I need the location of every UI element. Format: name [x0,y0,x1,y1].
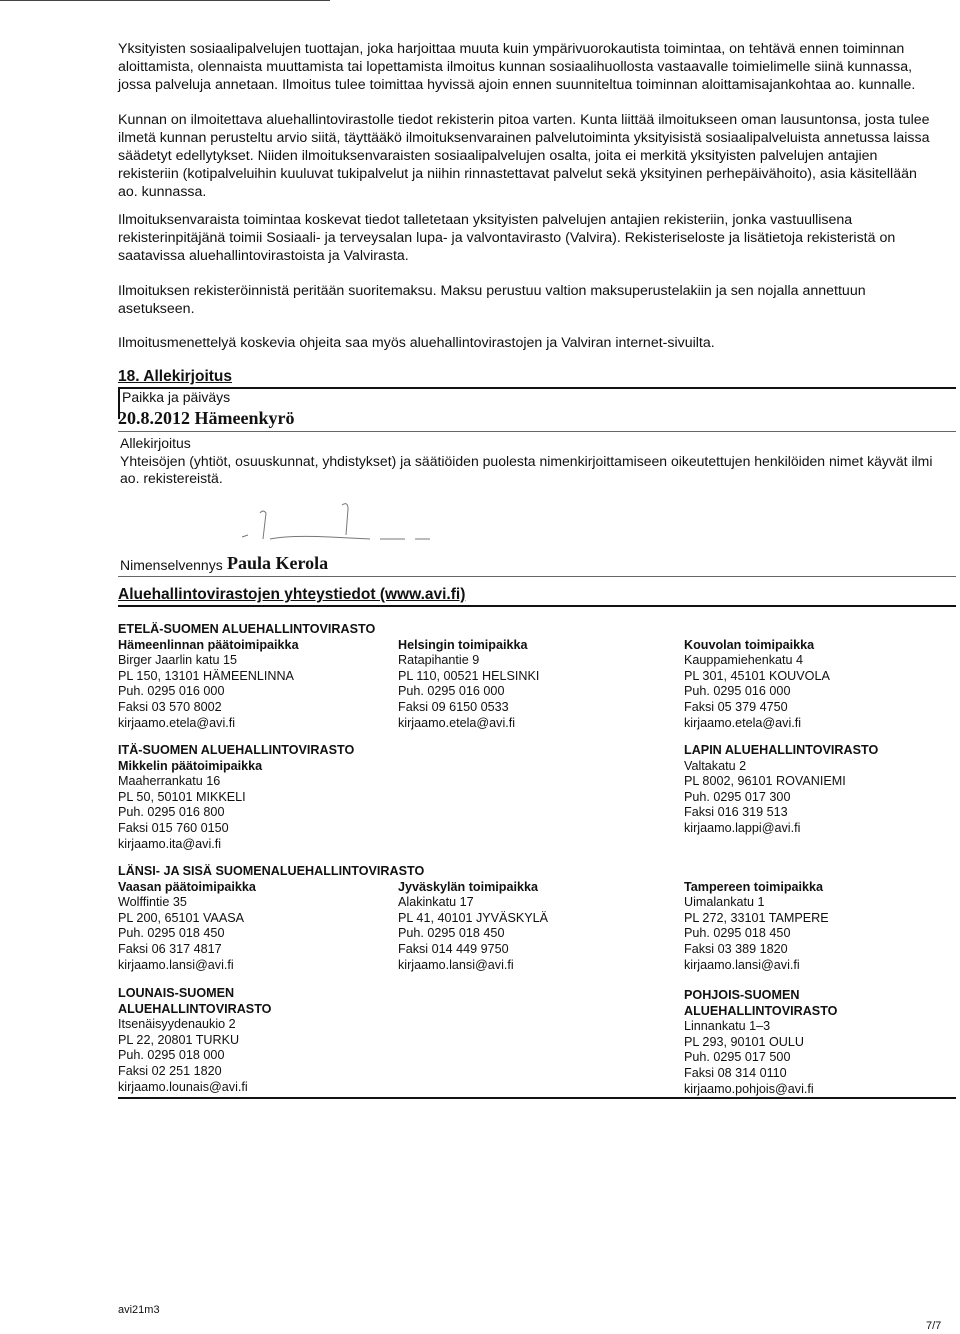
name-value: Paula Kerola [227,553,329,573]
section-rule [118,387,956,389]
address: Alakinkatu 17 [398,895,474,910]
fax: Faksi 09 6150 0533 [398,699,509,714]
lounais-heading: LOUNAIS-SUOMEN [118,986,235,1000]
address: Itsenäisyydenaukio 2 [118,1017,236,1032]
postal-address: PL 41, 40101 JYVÄSKYLÄ [398,910,549,925]
email: kirjaamo.ita@avi.fi [118,836,222,851]
ita-heading: ITÄ-SUOMEN ALUEHALLINTOVIRASTO [118,743,355,757]
email: kirjaamo.lansi@avi.fi [118,957,234,972]
helsinki-block [398,638,539,732]
form-code: avi21m3 [118,1304,160,1316]
fax: Faksi 015 760 0150 [118,820,229,835]
fax: Faksi 05 379 4750 [684,699,788,714]
postal-address: PL 110, 00521 HELSINKI [398,668,540,683]
lappi-heading: LAPIN ALUEHALLINTOVIRASTO [684,743,879,757]
office-name: Jyväskylän toimipaikka [398,879,539,894]
place-date-value: 20.8.2012 Hämeenkyrö [118,408,295,428]
phone: Puh. 0295 016 000 [118,684,225,699]
address: Kauppamiehenkatu 4 [684,653,804,668]
top-rule [0,0,330,1]
address: Maaherrankatu 16 [118,774,221,789]
phone: Puh. 0295 018 450 [684,926,791,941]
pohjois-heading: POHJOIS-SUOMEN [684,988,800,1002]
fax: Faksi 08 314 0110 [684,1065,787,1080]
email: kirjaamo.etela@avi.fi [684,715,802,730]
paragraph-instructions: Ilmoitusmenettelyä koskevia ohjeita saa myös aluehallintovirastojen ja Valviran internet-sivuilta. [118,335,715,351]
postal-address: PL 8002, 96101 ROVANIEMI [684,774,846,789]
fax: Faksi 014 449 9750 [398,941,509,956]
phone: Puh. 0295 018 450 [398,926,505,941]
ita-block [118,743,354,852]
lounais-block [118,986,271,1095]
phone: Puh. 0295 016 000 [684,684,791,699]
phone: Puh. 0295 016 800 [118,805,225,820]
address: Ratapihantie 9 [398,653,480,668]
phone: Puh. 0295 017 500 [684,1050,791,1065]
office-name: Vaasan päätoimipaikka [118,879,256,894]
address: Uimalankatu 1 [684,895,765,910]
email: kirjaamo.lansi@avi.fi [684,957,800,972]
email: kirjaamo.etela@avi.fi [118,715,236,730]
postal-address: PL 272, 33101 TAMPERE [684,910,829,925]
fax: Faksi 06 317 4817 [118,941,222,956]
fax: Faksi 03 389 1820 [684,941,788,956]
pohjois-heading-2: ALUEHALLINTOVIRASTO [684,1003,838,1018]
place-date-label: Paikka ja päiväys [122,389,231,405]
jyvaskyla-block [398,880,548,974]
postal-address: PL 150, 13101 HÄMEENLINNA [118,668,294,683]
postal-address: PL 301, 45101 KOUVOLA [684,668,830,683]
address: Linnankatu 1–3 [684,1019,771,1034]
email: kirjaamo.lansi@avi.fi [398,957,514,972]
paragraph-municipality-duty: Kunnan on ilmoitettava aluehallintovirastolle tiedot rekisterin pitoa varten. Kunta liittää ilmoitukseen oman lausuntonsa, josta tulee ilmetä kunnan perusteltu arvio siitä, täyttääkö ilmoituksenvarainen palvelutoiminta yksityisistä sosiaalipalveluista annetussa laissa säädetyt edellytykset. Niiden ilmoituksenvaraisten sosiaalipalvelujen osalta, joita ei merkitä yksityisten palvelujen antajien rekisteriin (kotipalveluihin kuuluvat tukipalvelut ja niihin rinnastettavat palvelut sekä yksityinen perhepäivähoito), asia käsitellään ao. kunnassa. [118,112,930,200]
office-name: Tampereen toimipaikka [684,879,824,894]
signature-label: Allekirjoitus [120,435,191,451]
postal-address: PL 293, 90101 OULU [684,1034,804,1049]
pohjois-block [684,988,837,1097]
paragraph-fee: Ilmoituksen rekisteröinnistä peritään suoritemaksu. Maksu perustuu valtion maksuperustelakiin ja sen nojalla annettuun asetukseen. [118,283,866,317]
office-name: Hämeenlinnan päätoimipaikka [118,637,299,652]
paragraph-notification-duty: Yksityisten sosiaalipalvelujen tuottajan, joka harjoittaa muuta kuin ympärivuorokautista toimintaa, on tehtävä ennen toiminnan aloittamista, olennaista muuttamista tai lopettamista ilmoitus kunnan sosiaalihuollosta vastaavalle toimielimelle siinä kunnassa, jossa palveluja annetaan. Ilmoitus tulee toimittaa hyvissä ajoin ennen suunniteltua toiminnan aloittamisajankohtaa ao. kunnalle. [118,41,916,93]
phone: Puh. 0295 017 300 [684,789,791,804]
paragraph-register: Ilmoituksenvaraista toimintaa koskevat tiedot talletetaan yksityisten palvelujen antajien rekisteriin, jonka vastuullisena rekisterinpitäjänä toimii Sosiaali- ja terveysalan lupa- ja valvontavirasto (Valvira). Rekisteriseloste ja lisätietoja rekisteristä on saatavissa aluehallintovirastoista ja Valvirasta. [118,212,896,264]
kouvola-block [684,638,830,732]
section-title-signature: 18. Allekirjoitus [118,368,232,385]
postal-address: PL 50, 50101 MIKKELI [118,789,246,804]
address: Wolffintie 35 [118,895,187,910]
office-name: Helsingin toimipaikka [398,637,528,652]
address: Birger Jaarlin katu 15 [118,653,238,668]
fax: Faksi 02 251 1820 [118,1063,222,1078]
contacts-title: Aluehallintovirastojen yhteystiedot (www.avi.fi) [118,586,466,603]
tampere-block [684,880,829,974]
phone: Puh. 0295 018 450 [118,926,225,941]
lansi-heading: LÄNSI- JA SISÄ SUOMENALUEHALLINTOVIRASTO [118,864,425,878]
lappi-block [684,743,878,837]
handwritten-signature [230,495,450,545]
page-number: 7/7 [926,1320,942,1332]
postal-address: PL 22, 20801 TURKU [118,1032,240,1047]
email: kirjaamo.lounais@avi.fi [118,1079,248,1094]
postal-address: PL 200, 65101 VAASA [118,910,245,925]
name-label: Nimenselvennys [120,557,223,573]
lounais-heading-2: ALUEHALLINTOVIRASTO [118,1001,272,1016]
field-rule [118,431,956,432]
etela-block [118,622,375,731]
phone: Puh. 0295 018 000 [118,1048,225,1063]
lansi-block [118,864,424,973]
email: kirjaamo.lappi@avi.fi [684,820,801,835]
fax: Faksi 016 319 513 [684,805,788,820]
office-name: Kouvolan toimipaikka [684,637,815,652]
signature-note: Yhteisöjen (yhtiöt, osuuskunnat, yhdistykset) ja säätiöiden puolesta nimenkirjoittamiseen oikeutettujen henkilöiden nimet käyvät ilmi ao. rekistereistä. [120,453,933,486]
email: kirjaamo.pohjois@avi.fi [684,1081,814,1096]
address: Valtakatu 2 [684,758,747,773]
etela-heading: ETELÄ-SUOMEN ALUEHALLINTOVIRASTO [118,622,376,636]
email: kirjaamo.etela@avi.fi [398,715,516,730]
phone: Puh. 0295 016 000 [398,684,505,699]
office-name: Mikkelin päätoimipaikka [118,758,263,773]
contacts-rule [118,605,956,607]
contacts-bottom-rule [118,1097,956,1099]
field-rule-bottom [118,576,956,577]
fax: Faksi 03 570 8002 [118,699,222,714]
